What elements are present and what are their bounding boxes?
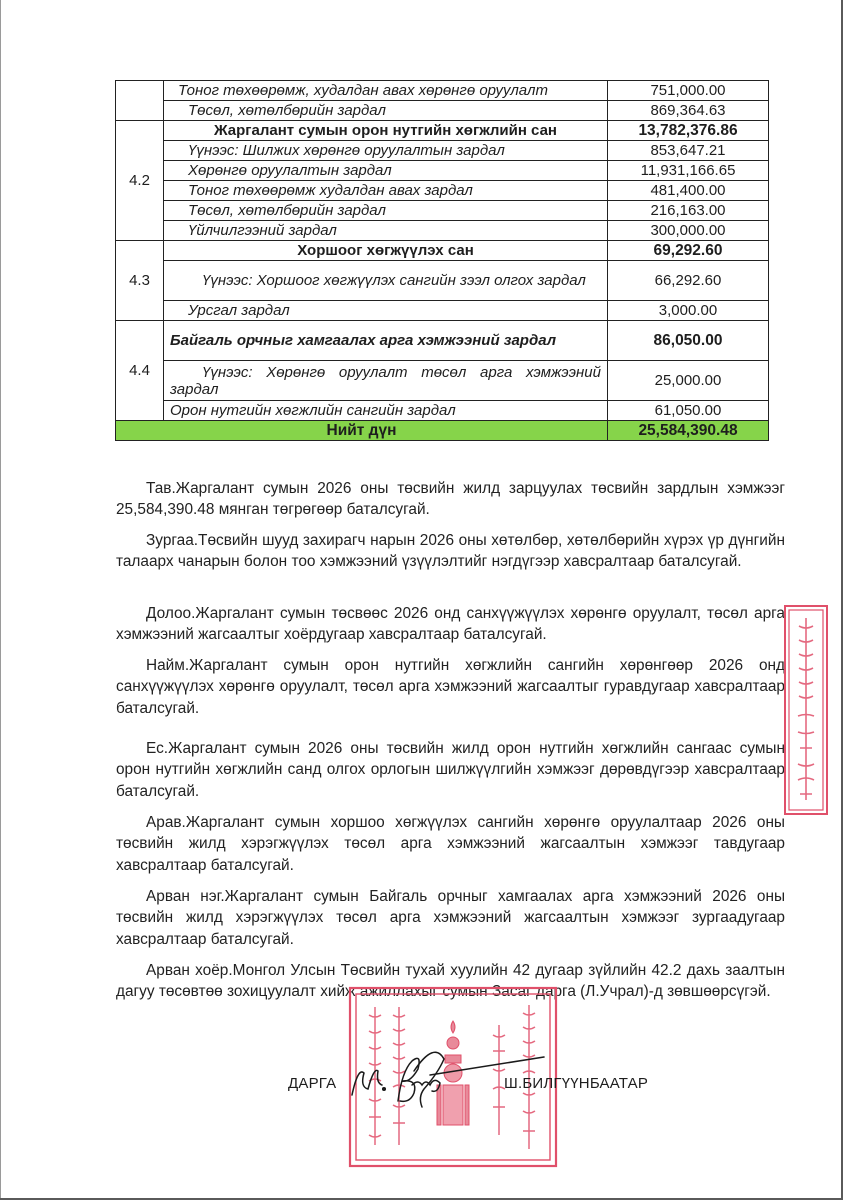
- row-label: Үүнээс: Шилжих хөрөнгө оруулалтын зардал: [164, 141, 608, 161]
- group-index-4-4: 4.4: [116, 321, 164, 421]
- row-label: [164, 261, 608, 301]
- clause-10: Арав.Жаргалант сумын хоршоо хөгжүүлэх сангийн хөрөнгө оруулалтаар 2026 оны төсвийн жилд хэрэгжүүлэх төсөл арга хэмжээний жагсаалтын хэмжээг тавдугаар хавсралтаар баталсугай.: [116, 814, 785, 874]
- clause-8: Найм.Жаргалант сумын орон нутгийн хөгжлийн сангийн хөрөнгөөр 2026 онд санхүүжүүлэх хөрөнгө оруулалт, төсөл арга хэмжээний жагсаалтыг гуравдугаар хавсралтаар баталсугай.: [116, 657, 785, 717]
- clause-6: Зургаа.Төсвийн шууд захирагч нарын 2026 оны хөтөлбөр, хөтөлбөрийн хүрэх үр дүнгийн талаарх чанарын болон тоо хэмжээний үзүүлэлтийг нэгдүгээр хавсралтаар баталсугай.: [116, 532, 785, 571]
- signatory-name: Ш.БИЛГҮҮНБААТАР: [504, 1075, 649, 1092]
- group-value: 69,292.60: [608, 241, 769, 261]
- group-index-4-2: 4.2: [116, 121, 164, 241]
- clause-12: Арван хоёр.Монгол Улсын Төсвийн тухай хуулийн 42 дугаар зүйлийн 42.2 дахь заалтын дагуу төсөвтөө зохицуулалт хийж ажиллахыг сумын Засаг дарга (Л.Учрал)-д зөвшөөрсүгэй.: [116, 962, 785, 1001]
- row-label: Тоног төхөөрөмж худалдан авах зардал: [164, 181, 608, 201]
- row-label: [164, 361, 608, 401]
- row-label-text: Үүнээс: Хоршоог хөгжүүлэх сангийн зээл олгох зардал: [202, 272, 586, 289]
- signatory-title: ДАРГА: [288, 1075, 337, 1092]
- vertical-stamp-icon: [783, 604, 829, 816]
- clause-11: Арван нэг.Жаргалант сумын Байгаль орчныг хамгаалах арга хэмжээний 2026 оны төсвийн жилд хэрэгжүүлэх төсөл арга хэмжээний жагсаалтын хэмжээг зургаадугаар хавсралтаар баталсугай.: [116, 888, 785, 948]
- table-row: [116, 161, 769, 181]
- table-row: [116, 201, 769, 221]
- row-value: 869,364.63: [608, 101, 769, 121]
- clause-9: Ес.Жаргалант сумын 2026 оны төсвийн жилд орон нутгийн хөгжлийн сангаас сумын орон нутгийн хөгжлийн санд олгох орлогын шилжүүлгийн хэмжээг дөрөвдүгээр хавсралтаар баталсугай.: [116, 740, 785, 800]
- total-value: 25,584,390.48: [608, 421, 769, 441]
- table-row-group-header: [116, 121, 769, 141]
- row-label: Орон нутгийн хөгжлийн сангийн зардал: [164, 401, 608, 421]
- table-row-group-header: [116, 241, 769, 261]
- table-row: [116, 81, 769, 101]
- table-row: [116, 261, 769, 301]
- row-value: 11,931,166.65: [608, 161, 769, 181]
- table-row: [116, 221, 769, 241]
- row-value: 61,050.00: [608, 401, 769, 421]
- table-row: [116, 141, 769, 161]
- table-row: [116, 301, 769, 321]
- table-row: [116, 401, 769, 421]
- row-value: 481,400.00: [608, 181, 769, 201]
- group-value: 86,050.00: [608, 321, 769, 361]
- row-value: 300,000.00: [608, 221, 769, 241]
- row-value: 25,000.00: [608, 361, 769, 401]
- row-label: Тоног төхөөрөмж, худалдан авах хөрөнгө оруулалт: [164, 81, 608, 101]
- row-label: Урсгал зардал: [164, 301, 608, 321]
- row-label: Төсөл, хөтөлбөрийн зардал: [164, 101, 608, 121]
- budget-table: [115, 80, 769, 441]
- group-title: Байгаль орчныг хамгаалах арга хэмжээний зардал: [164, 321, 608, 361]
- group-title: Хоршоог хөгжүүлэх сан: [164, 241, 608, 261]
- row-label: Үйлчилгээний зардал: [164, 221, 608, 241]
- page-left-edge: [0, 0, 1, 1200]
- total-label: Нийт дүн: [116, 421, 608, 441]
- row-value: 216,163.00: [608, 201, 769, 221]
- table-total-row: [116, 421, 769, 441]
- row-value: 3,000.00: [608, 301, 769, 321]
- row-index-blank: [116, 81, 164, 121]
- row-value: 853,647.21: [608, 141, 769, 161]
- group-value: 13,782,376.86: [608, 121, 769, 141]
- table-row-group-header: [116, 321, 769, 361]
- group-index-4-3: 4.3: [116, 241, 164, 321]
- table-row: [116, 101, 769, 121]
- row-value: 751,000.00: [608, 81, 769, 101]
- group-title: Жаргалант сумын орон нутгийн хөгжлийн сан: [164, 121, 608, 141]
- clause-5: Тав.Жаргалант сумын 2026 оны төсвийн жилд зарцуулах төсвийн зардлын хэмжээг 25,584,390.48 мянган төгрөгөөр баталсугай.: [116, 480, 785, 519]
- row-label-text: Үүнээс: Хөрөнгө оруулалт төсөл арга хэмжээний зардал: [170, 363, 601, 398]
- table-row: [116, 181, 769, 201]
- clause-7: Долоо.Жаргалант сумын төсвөөс 2026 онд санхүүжүүлэх хөрөнгө оруулалт, төсөл арга хэмжээний жагсаалтыг хоёрдугаар хавсралтаар баталсугай.: [116, 605, 785, 644]
- row-value: 66,292.60: [608, 261, 769, 301]
- row-label: Төсөл, хөтөлбөрийн зардал: [164, 201, 608, 221]
- table-row: [116, 361, 769, 401]
- row-label: Хөрөнгө оруулалтын зардал: [164, 161, 608, 181]
